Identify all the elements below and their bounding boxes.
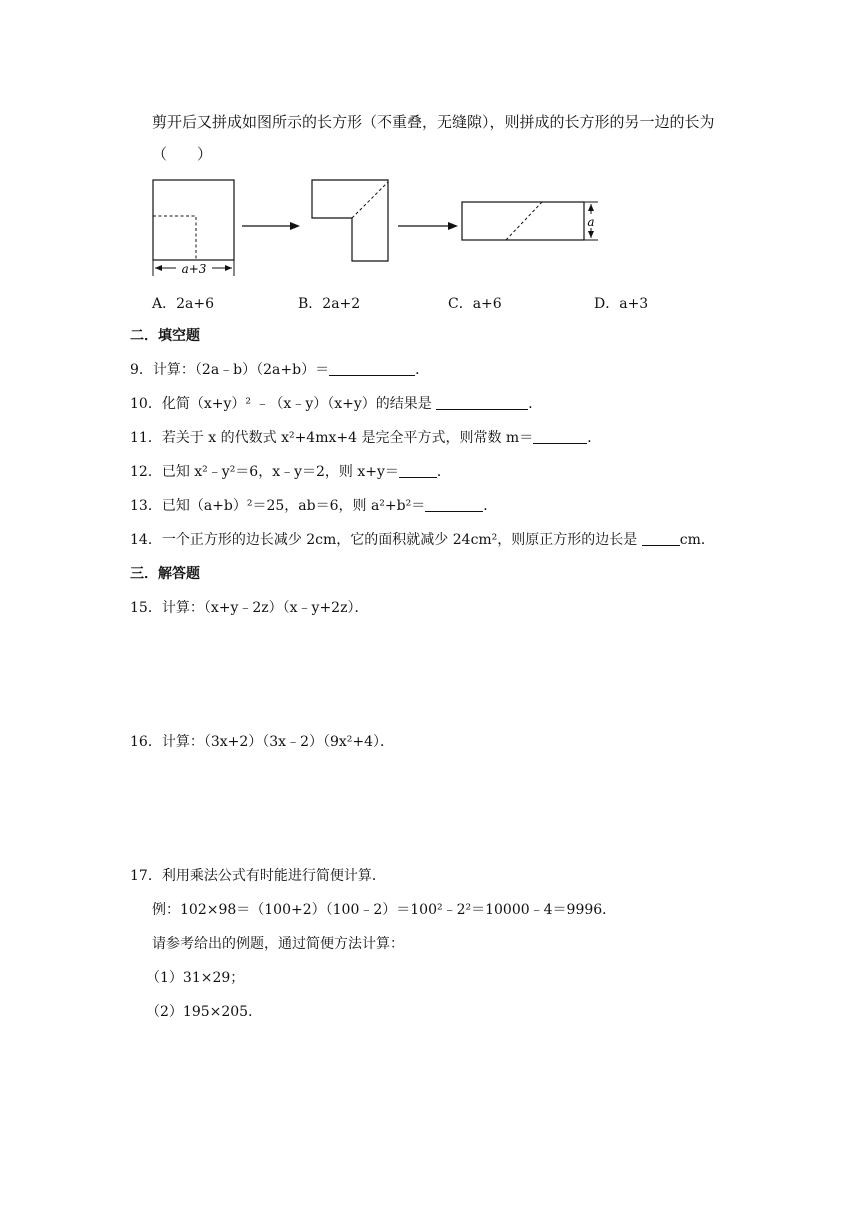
q8-figure — [140, 170, 620, 282]
arrow-icon — [290, 222, 300, 230]
question-text: 已知 x²﹣y²＝6，x﹣y＝2，则 x+y＝ — [161, 464, 399, 480]
question-end: cm． — [679, 532, 715, 548]
answer-blank[interactable] — [425, 497, 483, 512]
question-17 — [130, 866, 386, 886]
option-c[interactable]: C．a+6 — [448, 296, 502, 312]
answer-blank[interactable] — [533, 429, 587, 444]
answer-blank[interactable] — [436, 395, 528, 410]
q17-instruction: 请参考给出的例题，通过简便方法计算： — [152, 936, 404, 952]
section-title: 三．解答题 — [130, 566, 200, 582]
question-13 — [130, 496, 497, 516]
dimension-label-side: a — [587, 215, 595, 229]
question-15 — [130, 598, 368, 618]
q17-example: 例：102×98＝（100+2）（100﹣2）＝100²﹣2²＝10000﹣4＝9996． — [152, 902, 617, 918]
dimension-label-width: a+3 — [181, 262, 207, 276]
question-11 — [130, 428, 601, 448]
question-number: 11． — [130, 430, 162, 446]
question-16 — [130, 732, 394, 752]
question-end: ． — [415, 362, 430, 378]
question-number: 10． — [130, 396, 162, 412]
q8-stem: 剪开后又拼成如图所示的长方形（不重叠，无缝隙），则拼成的长方形的另一边的长为 — [152, 113, 715, 131]
answer-blank[interactable] — [329, 361, 415, 376]
question-end: ． — [483, 498, 498, 514]
option-d[interactable]: D．a+3 — [594, 296, 649, 312]
rectangle-shape — [462, 202, 584, 240]
question-text: 计算：（2a﹣b）（2a+b）＝ — [152, 362, 330, 378]
section-title: 二．填空题 — [130, 328, 200, 344]
q8-answer-paren: （ ） — [152, 145, 213, 163]
question-number: 14． — [130, 532, 162, 548]
question-text: 若关于 x 的代数式 x²+4mx+4 是完全平方式，则常数 m＝ — [161, 430, 534, 446]
question-number: 12． — [130, 464, 162, 480]
option-b[interactable]: B．2a+2 — [298, 296, 361, 312]
question-14 — [130, 530, 715, 550]
cut-line — [153, 216, 196, 260]
question-number: 9． — [130, 362, 153, 378]
answer-blank[interactable] — [399, 463, 437, 478]
question-number: 17． — [130, 868, 162, 884]
question-number: 15． — [130, 600, 162, 616]
question-end: ． — [528, 396, 543, 412]
question-text: 一个正方形的边长减少 2cm，它的面积就减少 24cm²，则原正方形的边长是 — [161, 532, 638, 548]
question-text: 计算：（3x+2）（3x﹣2）（9x²+4）． — [161, 734, 395, 750]
answer-blank[interactable] — [642, 531, 680, 546]
question-number: 13． — [130, 498, 162, 514]
question-text: 利用乘法公式有时能进行简便计算． — [161, 868, 386, 884]
question-text: 计算：（x+y﹣2z）（x﹣y+2z）． — [161, 600, 369, 616]
l-shape — [312, 180, 388, 261]
square-shape — [153, 180, 234, 260]
q17-part-1: （1）31×29； — [146, 970, 245, 986]
option-a[interactable]: A．2a+6 — [152, 296, 215, 312]
question-number: 16． — [130, 734, 162, 750]
question-end: ． — [587, 430, 602, 446]
question-text: 已知（a+b）²＝25，ab＝6，则 a²+b²＝ — [161, 498, 426, 514]
question-10 — [130, 394, 542, 414]
question-text: 化简（x+y）² ﹣（x﹣y）（x+y）的结果是 — [161, 396, 432, 412]
question-9 — [130, 360, 429, 380]
question-end: ． — [436, 464, 451, 480]
q17-part-2: （2）195×205． — [146, 1004, 263, 1020]
question-12 — [130, 462, 451, 482]
arrow-icon — [448, 222, 458, 230]
